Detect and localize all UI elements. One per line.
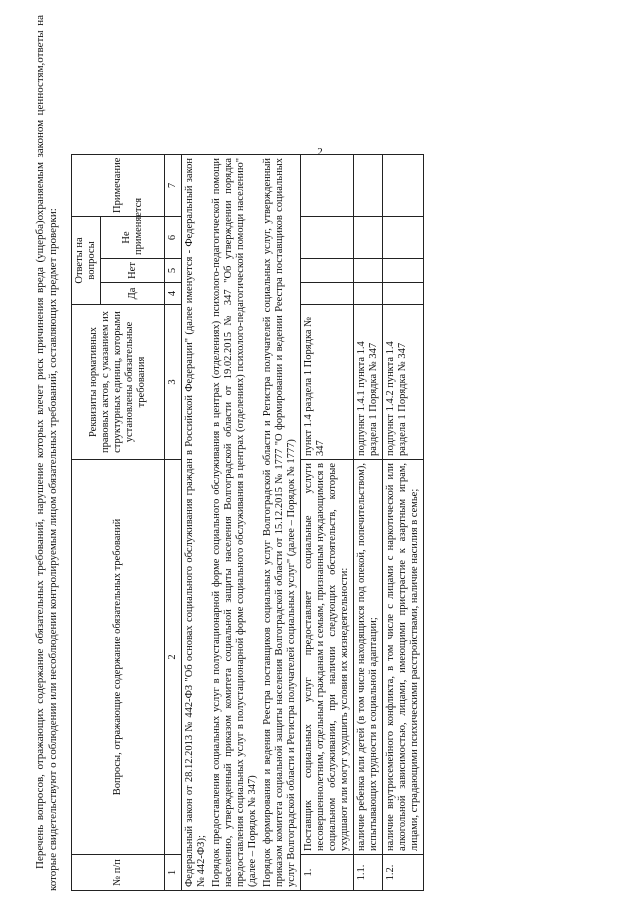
answer-na-cell[interactable] xyxy=(301,216,354,258)
legal-ref-1: Федеральный закон от 28.12.2013 № 442-ФЗ "Об основах социального обслуживания граждан в Российской Федерации" (далее именуется - Федеральный закон № 442-ФЗ); xyxy=(182,154,211,890)
answer-yes-cell[interactable] xyxy=(354,283,383,305)
answer-no-cell[interactable] xyxy=(354,259,383,283)
note-cell[interactable] xyxy=(383,154,424,216)
note-cell[interactable] xyxy=(354,154,383,216)
row-question: наличие ребенка или детей (в том числе находящихся под опекой, попечительством), испытывающих трудности в социальной адаптации; xyxy=(354,460,383,855)
header-question: Вопросы, отражающие содержание обязательных требований xyxy=(72,460,165,855)
header-answers: Ответы на вопросы xyxy=(72,216,101,304)
col-number: 6 xyxy=(165,216,182,258)
answer-na-cell[interactable] xyxy=(354,216,383,258)
col-number: 4 xyxy=(165,283,182,305)
row-requisite: подпункт 1.4.1 пункта 1.4 раздела 1 Порядка № 347 xyxy=(354,305,383,460)
page-number: 2 xyxy=(317,146,323,158)
row-requisite: подпункт 1.4.2 пункта 1.4 раздела 1 Порядка № 347 xyxy=(383,305,424,460)
row-requisite: пункт 1.4 раздела 1 Порядка № 347 xyxy=(301,305,354,460)
header-na: Не применяется xyxy=(101,216,165,258)
col-number: 2 xyxy=(165,460,182,855)
col-number: 5 xyxy=(165,259,182,283)
header-note: Примечание xyxy=(72,154,165,216)
checklist-table xyxy=(71,14,424,891)
answer-yes-cell[interactable] xyxy=(383,283,424,305)
table-row xyxy=(383,14,424,890)
answer-yes-cell[interactable] xyxy=(301,283,354,305)
legal-ref-2: Порядок предоставления социальных услуг в полустационарной форме социального обслуживания в центрах (отделениях) психолого-педагогической помощи населению, утвержденный приказом комитета социальной защиты населения Волгоградской области от 19.02.2015 № 347 "Об утверждении порядка предоставления социальных услуг в полустационарной форме социального обслуживания в центрах (отделениях) психолого-педагогической помощи населению" (далее – Порядок № 347) xyxy=(210,154,260,890)
row-num: 1.1. xyxy=(354,855,383,891)
table-row xyxy=(354,14,383,890)
answer-na-cell[interactable] xyxy=(383,216,424,258)
col-number: 7 xyxy=(165,154,182,216)
table-row xyxy=(301,14,354,890)
answer-no-cell[interactable] xyxy=(301,259,354,283)
intro-paragraph: Перечень вопросов, отражающих содержание обязательных требований, нарушение которых влечет риск причинения вреда (ущерба)охраняемым законом ценностям,ответы на которые свидетельствуют о соблюдении или несоблюдении контролируемым лицом обязательных требований, составляющих предмет проверки: xyxy=(34,15,59,891)
col-number: 3 xyxy=(165,305,182,460)
row-num: 1. xyxy=(301,855,354,891)
answer-no-cell[interactable] xyxy=(383,259,424,283)
row-question: наличие внутрисемейного конфликта, в том числе с лицами с наркотической или алкогольной зависимостью, лицами, имеющими пристрастие к азартным играм, лицами, страдающими психическими расстройствами, наличие насилия в семье; xyxy=(383,460,424,855)
row-question: Поставщик социальных услуг предоставляет социальные услуги несовершеннолетним, отдельным гражданам и семьям, признанным нуждающимися в социальном обслуживании, при наличии следующих обстоятельств, которые ухудшают или могут ухудшить условия их жизнедеятельности: xyxy=(301,460,354,855)
legal-ref-3: Порядок формирования и ведения Реестра поставщиков социальных услуг Волгоградской области и Регистра получателей социальных услуг, утвержденный приказом комитета социальной защиты населения Волгоградской области от 15.12.2015 № 1777 "О формировании и ведении Реестра поставщиков социальных услуг Волгоградской области и Регистра получателей социальных услуг" (далее – Порядок № 1777) xyxy=(260,154,301,890)
header-no: Нет xyxy=(101,259,165,283)
header-requisites: Реквизиты нормативных правовых актов, с указанием их структурных единиц, которыми установлены обязательные требования xyxy=(72,305,165,460)
col-number: 1 xyxy=(165,855,182,891)
header-num: № п/п xyxy=(72,855,165,891)
document-body xyxy=(0,15,424,891)
row-num: 1.2. xyxy=(383,855,424,891)
header-yes: Да xyxy=(101,283,165,305)
note-cell[interactable] xyxy=(301,154,354,216)
